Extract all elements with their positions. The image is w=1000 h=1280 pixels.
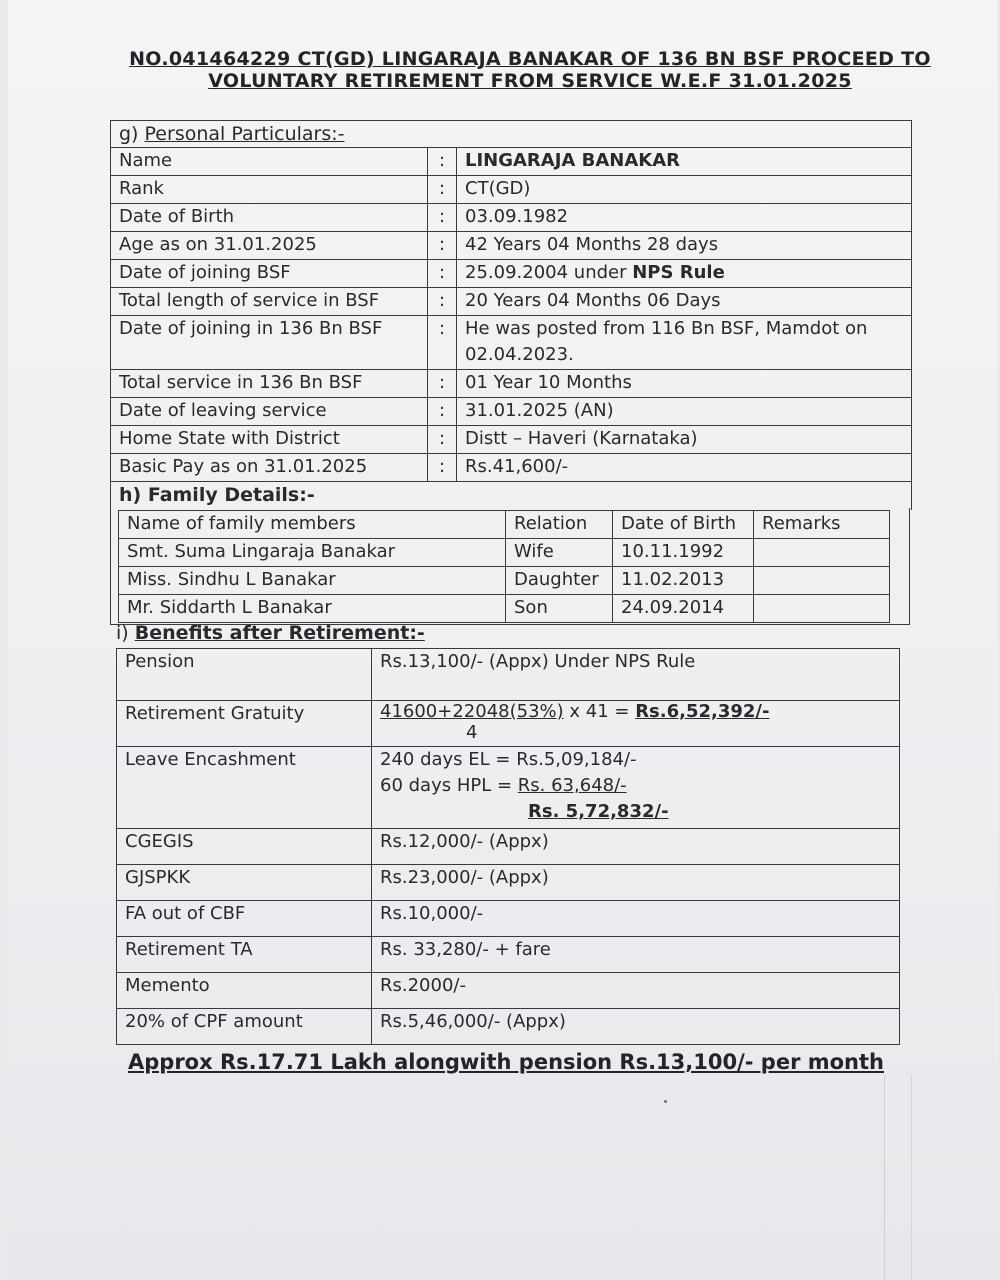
- family-details-table: [118, 510, 890, 623]
- row-age: [111, 232, 912, 260]
- label-age: Age as on 31.01.2025: [111, 232, 428, 260]
- colon: :: [428, 370, 457, 398]
- colon: :: [428, 454, 457, 482]
- row-basic-pay: [111, 454, 912, 482]
- benefit-label: 20% of CPF amount: [117, 1009, 372, 1045]
- colon: :: [428, 232, 457, 260]
- row-leaving: [111, 398, 912, 426]
- label-total-service: Total length of service in BSF: [111, 288, 428, 316]
- benefit-value: Rs.23,000/- (Appx): [372, 865, 900, 901]
- value-total-service: 20 Years 04 Months 06 Days: [457, 288, 912, 316]
- benefits-heading: [116, 622, 425, 644]
- title-line-1: NO.041464229 CT(GD) LINGARAJA BANAKAR OF 136 BN BSF PROCEED TO: [129, 48, 931, 70]
- family-dob: 11.02.2013: [613, 567, 754, 595]
- value-basic-pay: Rs.41,600/-: [457, 454, 912, 482]
- benefit-row: [117, 937, 900, 973]
- value-gratuity: [372, 701, 900, 747]
- value-pension: Rs.13,100/- (Appx) Under NPS Rule: [372, 649, 900, 701]
- value-rank: CT(GD): [457, 176, 912, 204]
- value-leaving: 31.01.2025 (AN): [457, 398, 912, 426]
- family-remarks: [754, 567, 890, 595]
- colon: :: [428, 176, 457, 204]
- label-leaving: Date of leaving service: [111, 398, 428, 426]
- colon: :: [428, 398, 457, 426]
- section-i-prefix: i): [116, 622, 129, 644]
- benefit-value: Rs.10,000/-: [372, 901, 900, 937]
- label-gratuity: Retirement Gratuity: [117, 701, 372, 747]
- header-remarks: Remarks: [754, 511, 890, 539]
- section-i-title: Benefits after Retirement:-: [134, 622, 425, 644]
- row-total-service: [111, 288, 912, 316]
- label-service-136: Total service in 136 Bn BSF: [111, 370, 428, 398]
- leave-hpl-prefix: 60 days HPL =: [380, 775, 518, 796]
- family-remarks: [754, 595, 890, 623]
- value-service-136: 01 Year 10 Months: [457, 370, 912, 398]
- benefit-row: [117, 829, 900, 865]
- section-g-title: Personal Particulars:-: [144, 123, 345, 145]
- benefit-row: [117, 901, 900, 937]
- value-dob: 03.09.1982: [457, 204, 912, 232]
- row-joining-136: [111, 316, 912, 370]
- leave-hpl-line: [380, 773, 891, 799]
- label-leave: Leave Encashment: [117, 747, 372, 829]
- value-name: LINGARAJA BANAKAR: [457, 148, 912, 176]
- personal-particulars-table: [110, 120, 912, 510]
- family-name: Miss. Sindhu L Banakar: [119, 567, 506, 595]
- paper-edge: [884, 1075, 912, 1280]
- family-row: [119, 539, 890, 567]
- row-dob: [111, 204, 912, 232]
- benefit-label: FA out of CBF: [117, 901, 372, 937]
- label-pension: Pension: [117, 649, 372, 701]
- document-title: [120, 48, 940, 92]
- benefit-label: Retirement TA: [117, 937, 372, 973]
- row-service-136: [111, 370, 912, 398]
- label-joining-bsf: Date of joining BSF: [111, 260, 428, 288]
- family-name: Mr. Siddarth L Banakar: [119, 595, 506, 623]
- title-line-2: VOLUNTARY RETIREMENT FROM SERVICE W.E.F 31.01.2025: [208, 70, 852, 92]
- colon: :: [428, 148, 457, 176]
- value-joining-136: He was posted from 116 Bn BSF, Mamdot on 02.04.2023.: [457, 316, 912, 370]
- joining-date-text: 25.09.2004 under: [465, 262, 627, 283]
- section-g-prefix: g): [119, 123, 139, 145]
- nps-rule-text: NPS Rule: [632, 262, 725, 283]
- colon: :: [428, 260, 457, 288]
- family-dob: 24.09.2014: [613, 595, 754, 623]
- label-rank: Rank: [111, 176, 428, 204]
- family-dob: 10.11.1992: [613, 539, 754, 567]
- row-home-state: [111, 426, 912, 454]
- row-name: [111, 148, 912, 176]
- benefit-row: [117, 973, 900, 1009]
- benefit-value: Rs.2000/-: [372, 973, 900, 1009]
- family-relation: Son: [506, 595, 613, 623]
- label-home-state: Home State with District: [111, 426, 428, 454]
- benefit-label: GJSPKK: [117, 865, 372, 901]
- value-leave: [372, 747, 900, 829]
- colon: :: [428, 288, 457, 316]
- benefit-label: CGEGIS: [117, 829, 372, 865]
- row-leave: [117, 747, 900, 829]
- paper-speck: [664, 1100, 667, 1103]
- label-dob: Date of Birth: [111, 204, 428, 232]
- leave-hpl-amount: Rs. 63,648/-: [517, 775, 627, 796]
- leave-total: Rs. 5,72,832/-: [528, 801, 669, 822]
- header-relation: Relation: [506, 511, 613, 539]
- colon: :: [428, 204, 457, 232]
- family-relation: Wife: [506, 539, 613, 567]
- benefits-table: [116, 648, 900, 1045]
- family-details-heading: h) Family Details:-: [111, 482, 912, 510]
- header-family-name: Name of family members: [119, 511, 506, 539]
- label-joining-136: Date of joining in 136 Bn BSF: [111, 316, 428, 370]
- family-row: [119, 567, 890, 595]
- benefit-value: Rs.12,000/- (Appx): [372, 829, 900, 865]
- summary-total: Approx Rs.17.71 Lakh alongwith pension Rs.13,100/- per month: [128, 1050, 884, 1074]
- benefit-value: Rs. 33,280/- + fare: [372, 937, 900, 973]
- colon: :: [428, 426, 457, 454]
- family-row: [119, 595, 890, 623]
- label-basic-pay: Basic Pay as on 31.01.2025: [111, 454, 428, 482]
- benefit-label: Memento: [117, 973, 372, 1009]
- leave-el: 240 days EL = Rs.5,09,184/-: [380, 749, 637, 770]
- value-joining-bsf: [457, 260, 912, 288]
- family-relation: Daughter: [506, 567, 613, 595]
- gratuity-result: Rs.6,52,392/-: [635, 701, 770, 722]
- family-name: Smt. Suma Lingaraja Banakar: [119, 539, 506, 567]
- header-dob: Date of Birth: [613, 511, 754, 539]
- benefit-row: [117, 865, 900, 901]
- row-pension: [117, 649, 900, 701]
- row-rank: [111, 176, 912, 204]
- gratuity-denominator: 4: [466, 722, 478, 743]
- row-gratuity: [117, 701, 900, 747]
- gratuity-multiplier: x 41 =: [563, 701, 636, 722]
- value-age: 42 Years 04 Months 28 days: [457, 232, 912, 260]
- value-home-state: Distt – Haveri (Karnataka): [457, 426, 912, 454]
- label-name: Name: [111, 148, 428, 176]
- family-remarks: [754, 539, 890, 567]
- personal-particulars-heading: [111, 121, 912, 148]
- row-joining-bsf: [111, 260, 912, 288]
- family-header-row: [119, 511, 890, 539]
- gratuity-numerator: 41600+22048(53%): [380, 701, 564, 722]
- benefit-row: [117, 1009, 900, 1045]
- benefit-value: Rs.5,46,000/- (Appx): [372, 1009, 900, 1045]
- colon: :: [428, 316, 457, 370]
